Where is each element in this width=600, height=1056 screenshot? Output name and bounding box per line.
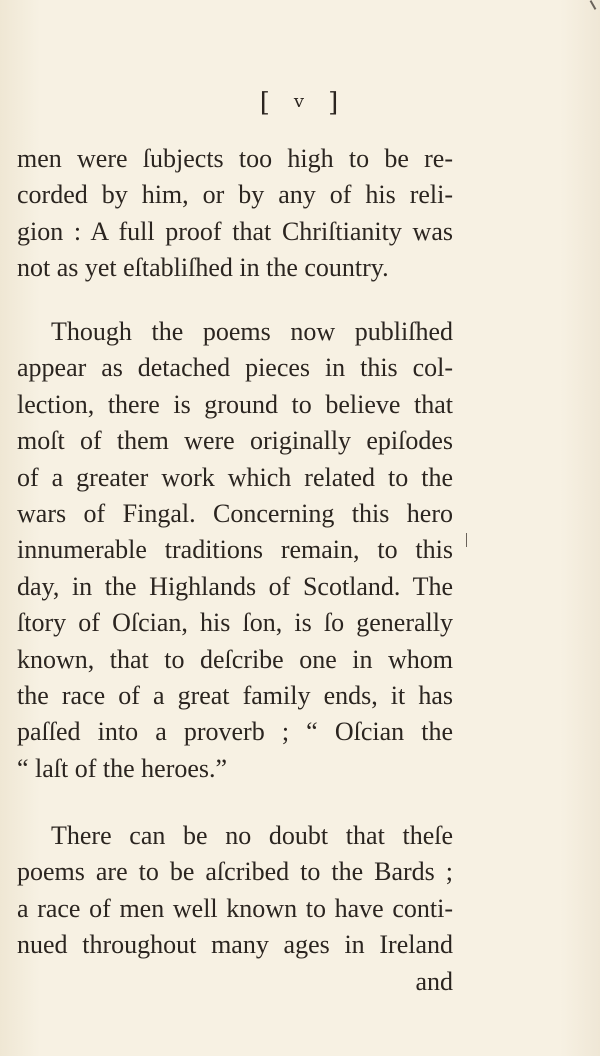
text-line: known, that to deſcribe one in whom [17,644,453,674]
page-number: v [293,91,307,112]
text-line: lection, there is ground to believe that [17,389,453,419]
page-header [0,88,600,118]
text-line: the race of a great family ends, it has [17,680,453,710]
text-line: not as yet eſtabliſhed in the country. [17,253,389,283]
text-line: “ laſt of the heroes.” [17,753,228,783]
catchword: and [415,967,453,996]
text-line: innumerable traditions remain, to this [17,535,453,565]
text-line: corded by him, or by any of his reli- [17,180,453,210]
text-line: paſſed into a proverb ; “ Oſcian the [17,717,453,747]
paragraph-1 [17,141,453,287]
text-line: ſtory of Oſcian, his ſon, is ſo generally [17,608,453,638]
margin-speck [466,533,467,547]
text-line: men were ſubjects too high to be re- [17,144,453,173]
text-line: appear as detached pieces in this col- [17,353,453,383]
open-bracket: [ [259,88,272,118]
corner-speck [590,0,597,10]
text-line: poems are to be aſcribed to the Bards ; [17,857,453,887]
text-line: a race of men well known to have conti- [17,893,453,923]
text-line: Though the poems now publiſhed [51,317,453,346]
text-line: There can be no doubt that theſe [51,821,453,850]
text-line: gion : A full proof that Chriſtianity was [17,216,453,246]
paragraph-3 [17,818,453,964]
text-line: of a greater work which related to the [17,462,453,492]
paragraph-2 [17,314,453,787]
text-line: moſt of them were originally epiſodes [17,426,453,456]
text-line: wars of Fingal. Concerning this hero [17,498,453,528]
close-bracket: ] [328,88,341,118]
text-line: nued throughout many ages in Ireland [17,930,453,960]
text-line: day, in the Highlands of Scotland. The [17,571,453,601]
